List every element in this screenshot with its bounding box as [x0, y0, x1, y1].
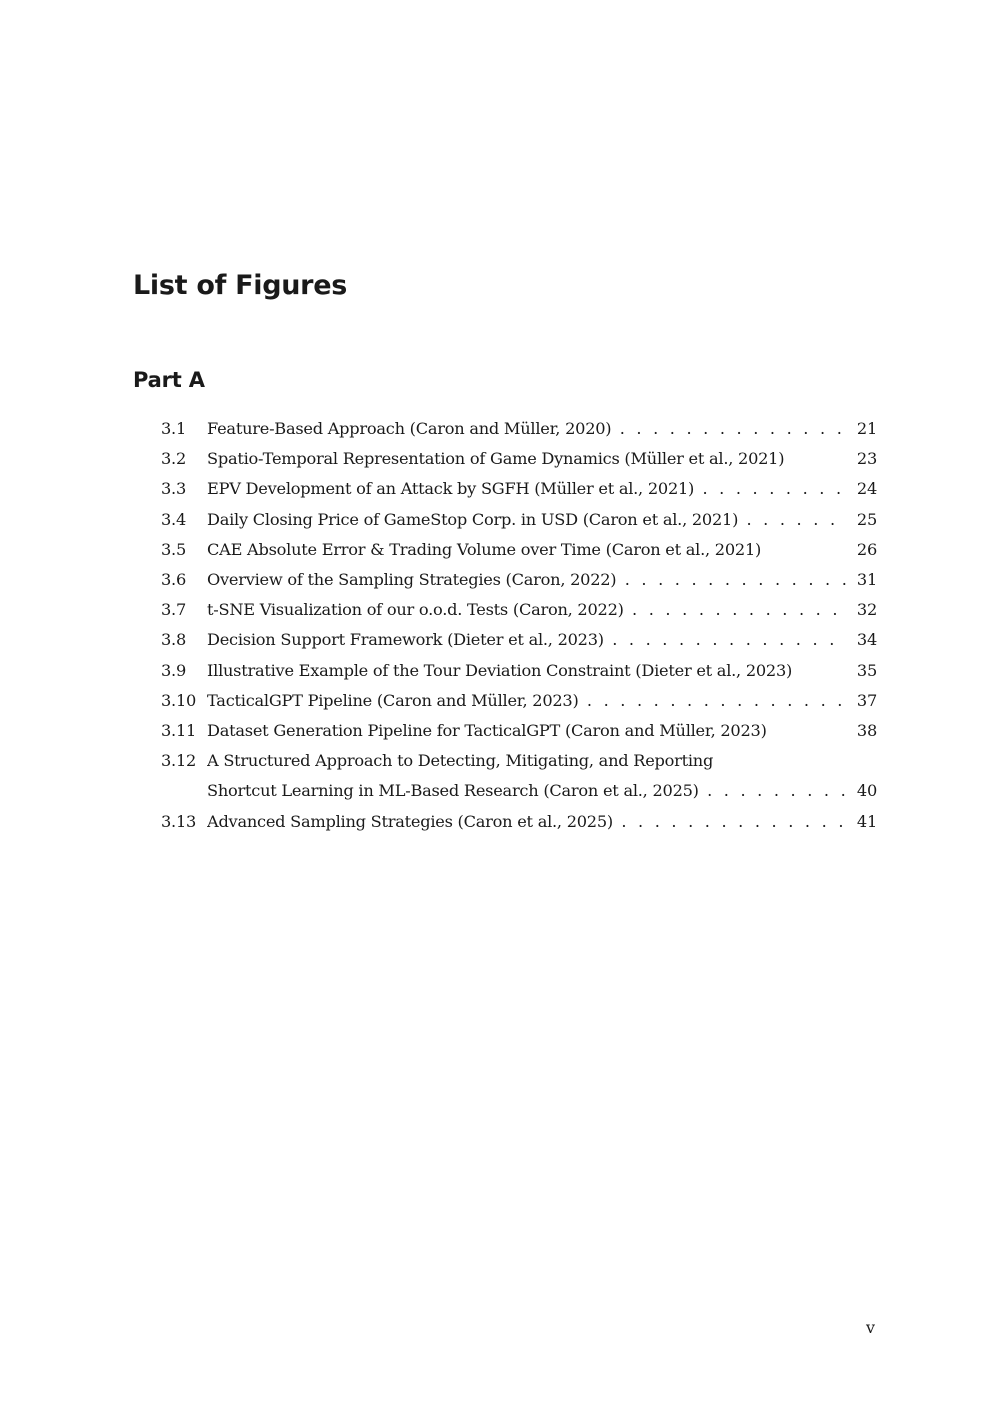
figure-number: 3.5 — [161, 539, 186, 559]
figure-caption-line: EPV Development of an Attack by SGFH (Müller et al., 2021) . . . — [207, 474, 847, 504]
figure-number: 3.11 — [161, 721, 197, 741]
figure-entry[interactable] — [161, 565, 877, 595]
figure-caption — [207, 656, 847, 686]
figure-caption — [207, 807, 847, 837]
figure-caption — [207, 474, 847, 504]
figure-number: 3.3 — [161, 479, 186, 499]
figure-caption — [207, 716, 847, 746]
figure-number: 3.1 — [161, 419, 186, 438]
figure-entry[interactable] — [161, 686, 877, 716]
figure-number: 3.2 — [161, 449, 186, 469]
figure-number: 3.9 — [161, 660, 186, 680]
figure-caption-line: CAE Absolute Error & Trading Volume over Time (Caron et al., 2021) — [207, 539, 762, 559]
figure-page-number: 24 — [849, 474, 877, 504]
figure-caption-line: Shortcut Learning in ML-Based Research (Caron et al., 2025) . . . — [207, 776, 847, 806]
figure-number: 3.7 — [161, 600, 186, 620]
figure-page-number: 21 — [849, 414, 877, 444]
figure-entry[interactable] — [161, 414, 877, 444]
figure-number: 3.4 — [161, 509, 186, 529]
figure-number: 3.10 — [161, 690, 197, 710]
figure-caption-line: Daily Closing Price of GameStop Corp. in USD (Caron et al., 2021) . . . — [207, 505, 847, 535]
figure-caption — [207, 444, 847, 474]
figure-entry[interactable] — [161, 595, 877, 625]
figure-caption — [207, 535, 847, 565]
figure-page-number: 41 — [849, 807, 877, 837]
figure-page-number: 34 — [849, 625, 877, 655]
figure-caption-line: Advanced Sampling Strategies (Caron et al., 2025) . . . — [207, 807, 847, 837]
figure-entry[interactable] — [161, 716, 877, 746]
page-title: List of Figures — [133, 270, 347, 301]
figure-caption-line: TacticalGPT Pipeline (Caron and Müller, 2023) . . . — [207, 686, 847, 716]
figure-caption — [207, 505, 847, 535]
figure-caption-line: A Structured Approach to Detecting, Mitigating, and Reporting — [207, 751, 714, 771]
part-heading: Part A — [133, 368, 205, 392]
figure-number: 3.13 — [161, 811, 197, 831]
figure-entry[interactable] — [161, 535, 877, 565]
figure-entry[interactable] — [161, 505, 877, 535]
figure-entry[interactable] — [161, 746, 877, 806]
figure-entry[interactable] — [161, 625, 877, 655]
figure-page-number: 35 — [849, 656, 877, 686]
figure-page-number: 23 — [849, 444, 877, 474]
figure-page-number: 37 — [849, 686, 877, 716]
figure-caption-line: Dataset Generation Pipeline for TacticalGPT (Caron and Müller, 2023) — [207, 721, 767, 741]
figure-caption — [207, 565, 847, 595]
figure-page-number: 32 — [849, 595, 877, 625]
figure-caption — [207, 414, 847, 444]
figure-caption-line: Illustrative Example of the Tour Deviation Constraint (Dieter et al., 2023) — [207, 660, 793, 680]
figure-entry[interactable] — [161, 656, 877, 686]
figure-caption-line: Overview of the Sampling Strategies (Caron, 2022) . . . — [207, 565, 847, 595]
figure-caption-line: Decision Support Framework (Dieter et al., 2023) . . . — [207, 625, 847, 655]
figure-caption — [207, 595, 847, 625]
figure-number: 3.8 — [161, 630, 186, 650]
figure-number: 3.12 — [161, 751, 197, 771]
figure-caption-line: t-SNE Visualization of our o.o.d. Tests (Caron, 2022) . . . — [207, 595, 847, 625]
figure-caption — [207, 686, 847, 716]
figure-entry[interactable] — [161, 444, 877, 474]
figure-caption-line: Feature-Based Approach (Caron and Müller, 2020) . . . — [207, 414, 847, 444]
figure-caption — [207, 746, 847, 806]
figure-page-number: 31 — [849, 565, 877, 595]
figure-page-number: 40 — [849, 776, 877, 806]
list-of-figures — [161, 414, 877, 837]
figure-page-number: 38 — [849, 716, 877, 746]
figure-entry[interactable] — [161, 807, 877, 837]
figure-caption — [207, 625, 847, 655]
figure-entry[interactable] — [161, 474, 877, 504]
figure-number: 3.6 — [161, 570, 186, 590]
figure-page-number: 26 — [849, 535, 877, 565]
figure-page-number: 25 — [849, 505, 877, 535]
figure-caption-line: Spatio-Temporal Representation of Game Dynamics (Müller et al., 2021) — [207, 449, 785, 469]
page-number: v — [866, 1318, 876, 1337]
